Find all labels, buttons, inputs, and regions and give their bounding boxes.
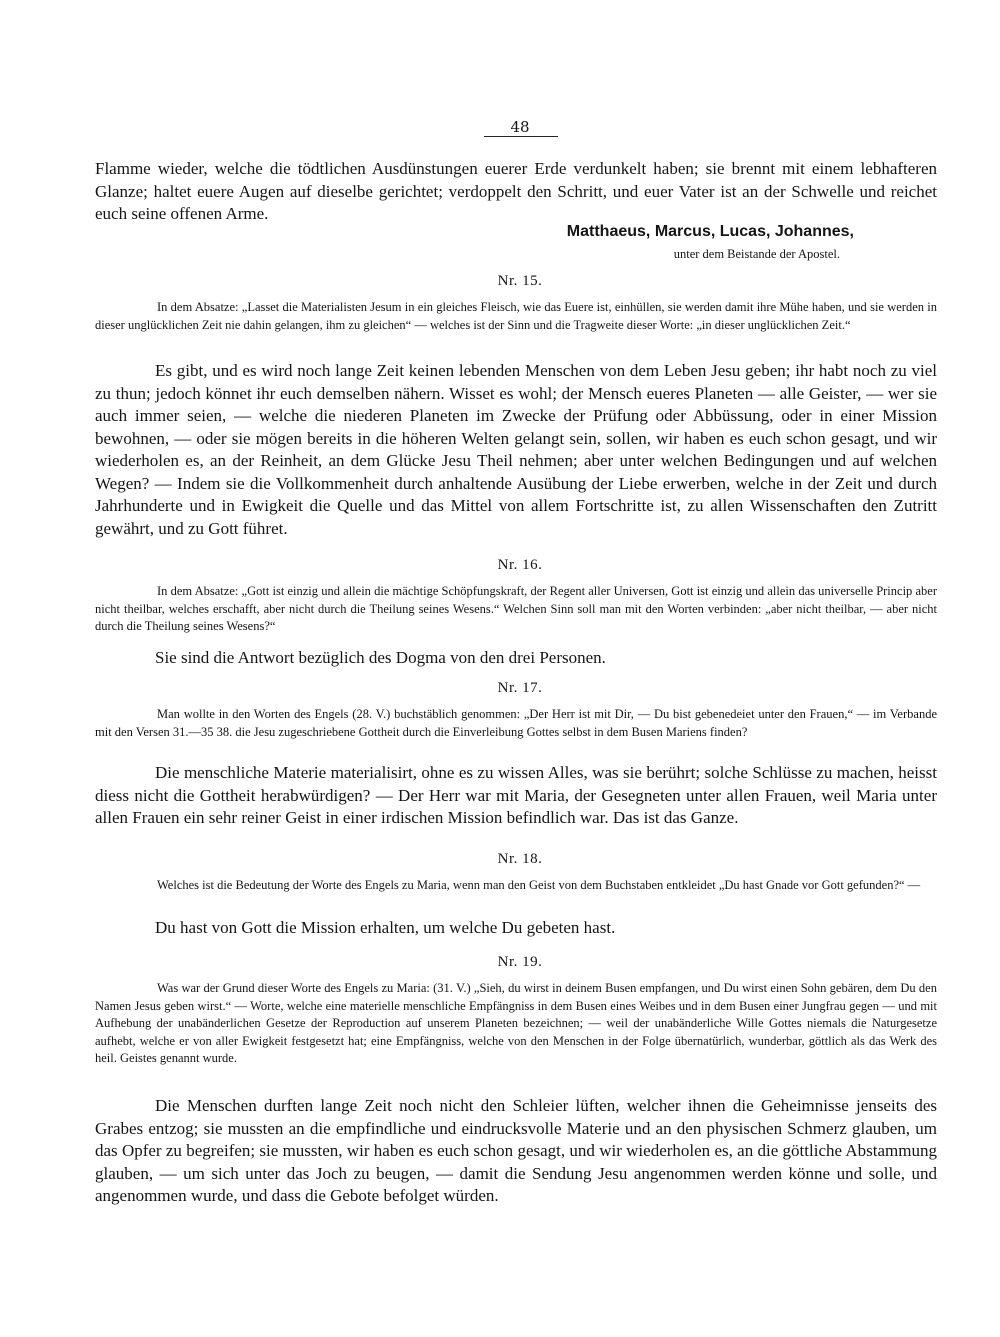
section-heading: Nr. 18. xyxy=(497,851,543,867)
page-number-rule xyxy=(484,136,558,137)
section-answer: Du hast von Gott die Mission erhalten, um welche Du gebeten hast. xyxy=(155,918,616,937)
opening-paragraph: Flamme wieder, welche die tödtlichen Ausdünstungen euerer Erde verdunkelt haben; sie brennt mit einem lebhafteren Glanze; haltet euere Augen auf dieselbe gerichtet; verdoppelt den Schritt, und euer Vater ist an der Schwelle und reichet euch seine offenen Arme. xyxy=(95,159,937,223)
section-question: In dem Absatze: „Lasset die Materialisten Jesum in ein gleiches Fleisch, wie das Euere ist, einhüllen, sie werden damit ihre Mühe haben, und sie werden in dieser unglücklichen Zeit nie dahin gelangen, ihm zu gleichen“ — welches ist der Sinn und die Tragweite dieser Worte: „in dieser unglücklichen Zeit.“ xyxy=(95,300,937,332)
signature-names: Matthaeus, Marcus, Lucas, Johannes, xyxy=(566,223,854,240)
section-question: In dem Absatze: „Gott ist einzig und allein die mächtige Schöpfungskraft, der Regent aller Universen, Gott ist einzig und allein das universelle Princip aber nicht theilbar, welches erschafft, aber nicht durch die Theilung seines Wesens.“ Welchen Sinn soll man mit den Worten verbinden: „aber nicht theilbar, — aber nicht durch die Theilung seines Wesens?“ xyxy=(95,584,937,633)
section-answer: Es gibt, und es wird noch lange Zeit keinen lebenden Menschen von dem Leben Jesu geben; ihr habt noch zu viel zu thun; jedoch könnet ihr euch demselben nähern. Wisset es wohl; der Mensch eueres Planeten — alle Geister, — wer sie auch immer seien, — welche die niederen Planeten im Zwecke der Prüfung oder Abbüssung, oder in einer Mission bewohnen, — oder sie mögen bereits in die höheren Welten gelangt sein, sollen, wir haben es euch schon gesagt, und wir wiederholen es, an der Reinheit, an dem Glücke Jesu Theil nehmen; aber unter welchen Bedingungen und auf welchen Wegen? — Indem sie die Vollkommenheit durch anhaltende Ausübung der Liebe erwerben, welche in der Zeit und durch Jahrhunderte und in Ewigkeit die Quelle und das Mittel von allem Fortschritte ist, zu allen Wissenschaften den Zutritt gewährt, und zu Gott führet. xyxy=(95,361,937,538)
section-question: Welches ist die Bedeutung der Worte des Engels zu Maria, wenn man den Geist von dem Buchstaben entkleidet „Du hast Gnade vor Gott gefunden?“ — xyxy=(157,878,921,892)
section-answer: Sie sind die Antwort bezüglich des Dogma von den drei Personen. xyxy=(155,648,606,667)
signature-note: unter dem Beistande der Apostel. xyxy=(673,247,840,261)
section-heading: Nr. 15. xyxy=(497,273,543,289)
section-answer: Die Menschen durften lange Zeit noch nicht den Schleier lüften, welcher ihnen die Geheimnisse jenseits des Grabes entzog; sie mussten an die empfindliche und eindrucksvolle Materie und an den physischen Schmerz glauben, um das Opfer zu begreifen; sie mussten, wir haben es euch schon gesagt, und wir wiederholen es, an die göttliche Abstammung glauben, — um sich unter das Joch zu beugen, — damit die Sendung Jesu angenommen werden könne und solle, und angenommen wurde, und dass die Gebote befolget würden. xyxy=(95,1096,937,1205)
section-heading: Nr. 16. xyxy=(497,557,543,573)
section-heading: Nr. 19. xyxy=(497,954,543,970)
section-answer: Die menschliche Materie materialisirt, ohne es zu wissen Alles, was sie berührt; solche Schlüsse zu machen, heisst diess nicht die Gottheit herabwürdigen? — Der Herr war mit Maria, der Gesegneten unter allen Frauen, weil Maria unter allen Frauen ein sehr reiner Geist in einer irdischen Mission befindlich war. Das ist das Ganze. xyxy=(95,763,937,827)
section-heading: Nr. 17. xyxy=(497,680,543,696)
section-question: Was war der Grund dieser Worte des Engels zu Maria: (31. V.) „Sieh, du wirst in deinem Busen empfangen, und Du wirst einen Sohn gebären, dem Du den Namen Jesus geben wirst.“ — Worte, welche eine materielle menschliche Empfängniss in dem Busen eines Weibes und in dem Busen einer Jungfrau gegen — und mit Aufhebung der unabänderlichen Gesetze der Reproduction auf unserem Planeten bezeichnen; — weil der unabänderliche Wille Gottes niemals die Naturgesetze aufhebt, welche er von aller Ewigkeit festgesetzt hat; eine Empfängniss, welche von den Menschen in der Folge übernatürlich, wunderbar, göttlich als das Werk des heil. Geistes genannt wurde. xyxy=(95,981,937,1065)
section-question: Man wollte in den Worten des Engels (28. V.) buchstäblich genommen: „Der Herr ist mit Dir, — Du bist gebenedeiet unter den Frauen,“ — im Verbande mit den Versen 31.—35 38. die Jesu zugeschriebene Gottheit durch die Einverleibung Gottes selbst in dem Busen Mariens finden? xyxy=(95,707,937,739)
page-number: 48 xyxy=(510,118,530,136)
